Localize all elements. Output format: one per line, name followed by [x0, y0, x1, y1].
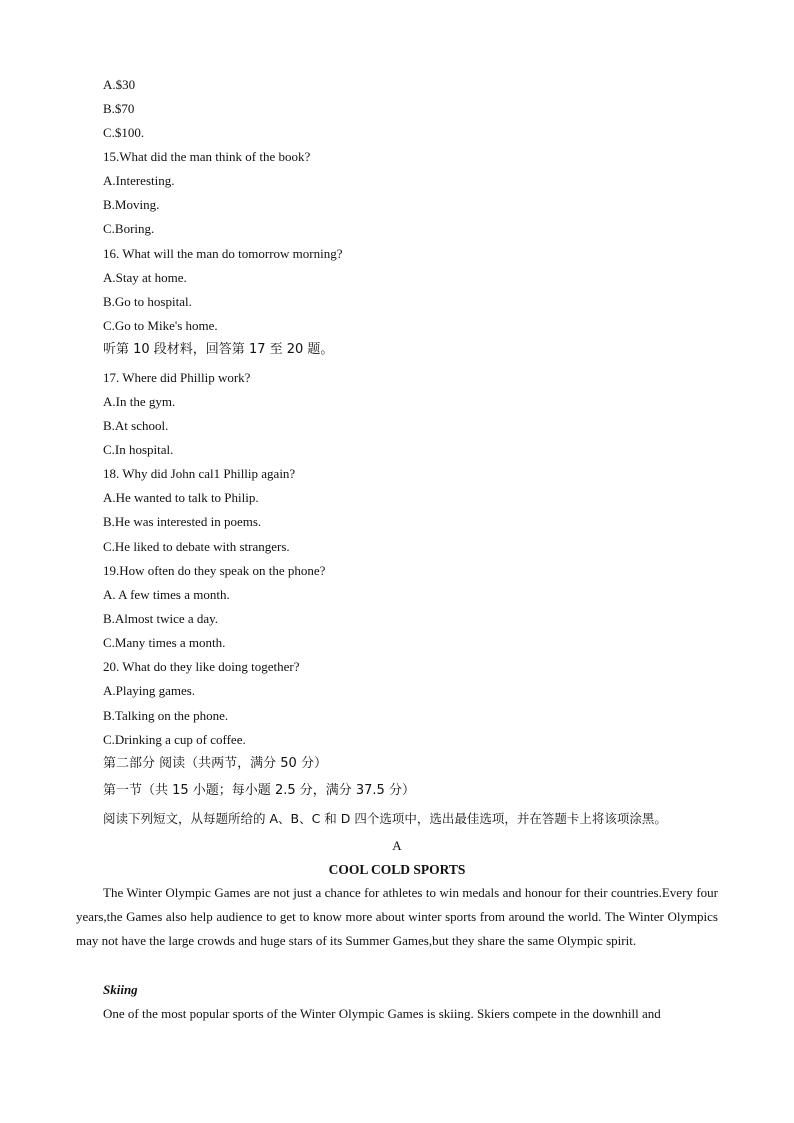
option-line: B.Go to hospital.	[103, 294, 192, 309]
question-line: 15.What did the man think of the book?	[103, 149, 311, 164]
passage-title: COOL COLD SPORTS	[328, 862, 466, 877]
option-line: B.At school.	[103, 418, 169, 433]
question-line: 20. What do they like doing together?	[103, 659, 300, 674]
section-instruction: 听第 10 段材料，回答第 17 至 20 题。	[103, 342, 334, 357]
option-line: C.Go to Mike's home.	[103, 318, 218, 333]
option-line: C.$100.	[103, 125, 145, 140]
question-line: 18. Why did John cal1 Phillip again?	[103, 466, 296, 481]
paragraph-text: The Winter Olympic Games are not just a chance for athletes to win medals and honour for their countries.Every four years,the Games also help audience to get to know more about winter sports from around the world. The Winter Olympics may not have the large crowds and huge stars of its Summer Games,but they share the same Olympic spirit.	[76, 885, 718, 948]
option-line: C.In hospital.	[103, 442, 174, 457]
option-line: A.Playing games.	[103, 683, 196, 698]
option-line: C.Drinking a cup of coffee.	[103, 732, 246, 747]
option-line: A. A few times a month.	[103, 587, 230, 602]
part-heading: 第二部分 阅读（共两节，满分 50 分）	[103, 756, 327, 771]
passage-subheading: Skiing	[103, 982, 138, 997]
option-line: A.Stay at home.	[103, 270, 187, 285]
option-line: A.$30	[103, 77, 136, 92]
option-line: A.Interesting.	[103, 173, 175, 188]
option-line: B.He was interested in poems.	[103, 514, 262, 529]
option-line: C.Boring.	[103, 221, 155, 236]
paragraph-text: One of the most popular sports of the Winter Olympic Games is skiing. Skiers compete in the downhill and	[103, 1006, 661, 1021]
option-line: B.Talking on the phone.	[103, 708, 229, 723]
reading-instruction: 阅读下列短文，从每题所给的 A、B、C 和 D 四个选项中，选出最佳选项，并在答题卡上将该项涂黑。	[103, 811, 667, 826]
option-line: C.He liked to debate with strangers.	[103, 539, 290, 554]
option-line: C.Many times a month.	[103, 635, 226, 650]
option-line: B.Almost twice a day.	[103, 611, 219, 626]
option-line: B.$70	[103, 101, 135, 116]
option-line: A.He wanted to talk to Philip.	[103, 490, 259, 505]
passage-label: A	[392, 838, 402, 853]
option-line: B.Moving.	[103, 197, 160, 212]
question-line: 16. What will the man do tomorrow morning?	[103, 246, 343, 261]
passage-paragraph	[76, 881, 718, 953]
question-line: 19.How often do they speak on the phone?	[103, 563, 326, 578]
question-line: 17. Where did Phillip work?	[103, 370, 251, 385]
option-line: A.In the gym.	[103, 394, 176, 409]
passage-paragraph	[76, 1002, 718, 1026]
section-heading: 第一节（共 15 小题；每小题 2.5 分，满分 37.5 分）	[103, 783, 415, 798]
